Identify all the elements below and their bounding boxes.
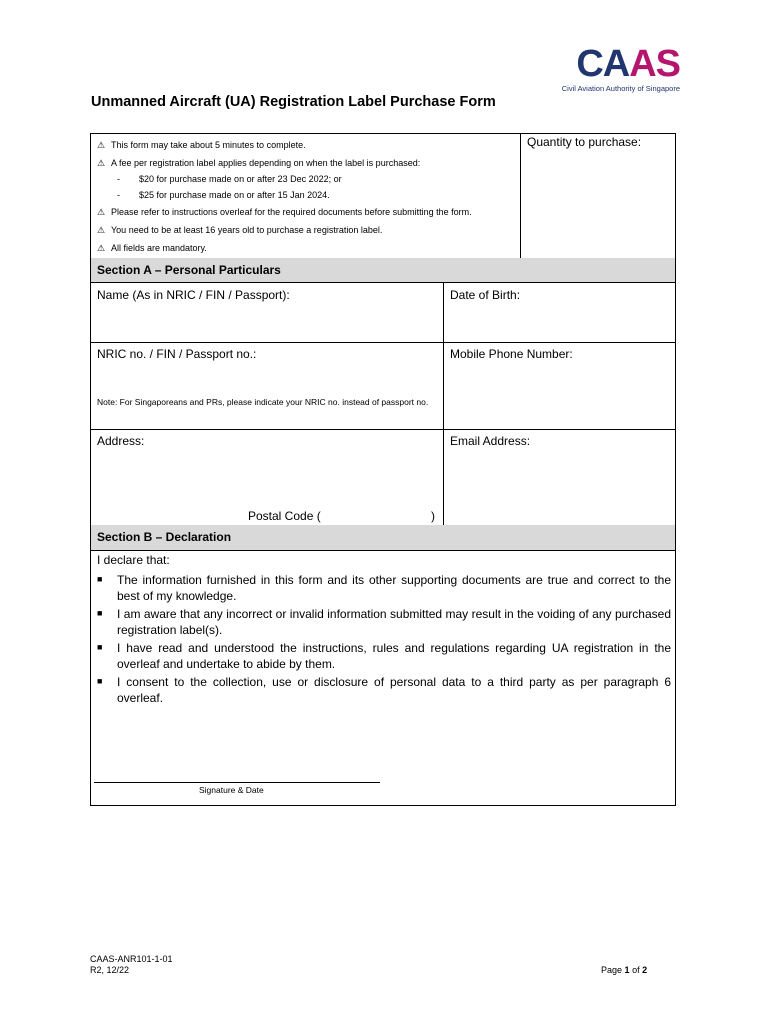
purchase-form xyxy=(90,133,676,806)
declaration-intro: I declare that: xyxy=(97,553,170,567)
declaration-item-2-text: I am aware that any incorrect or invalid information submitted may result in the voiding of any purchased registration label(s). xyxy=(117,607,671,637)
fee-2-text: $25 for purchase made on or after 15 Jan 2024. xyxy=(139,190,330,200)
notice-3-text: Please refer to instructions overleaf for the required documents before submitting the form. xyxy=(111,207,472,217)
nric-note: Note: For Singaporeans and PRs, please indicate your NRIC no. instead of passport no. xyxy=(97,397,429,407)
fee-2 xyxy=(117,190,330,200)
notice-2 xyxy=(97,158,420,169)
fee-1 xyxy=(117,174,342,184)
postal-code-close: ) xyxy=(431,509,435,523)
notice-1 xyxy=(97,140,306,151)
declaration-item-1-text: The information furnished in this form and its other supporting documents are true and correct to the best of my knowledge. xyxy=(117,573,671,603)
logo-part-1: CA xyxy=(576,43,630,85)
notice-5-text: All fields are mandatory. xyxy=(111,243,207,253)
dob-field[interactable] xyxy=(444,283,675,342)
page-prefix: Page xyxy=(601,965,623,975)
notices-box xyxy=(91,134,520,258)
dash: - xyxy=(117,190,120,200)
form-title: Unmanned Aircraft (UA) Registration Label Purchase Form xyxy=(91,94,496,110)
address-label: Address: xyxy=(97,434,145,448)
declaration-item-4-text: I consent to the collection, use or disclosure of personal data to a third party as per paragraph 6 overleaf. xyxy=(117,675,671,705)
nric-label: NRIC no. / FIN / Passport no.: xyxy=(97,347,257,361)
mobile-label: Mobile Phone Number: xyxy=(450,347,573,361)
dash: - xyxy=(117,174,120,184)
declaration-item-3-text: I have read and understood the instructions, rules and regulations regarding UA registration in the overleaf and undertake to abide by them. xyxy=(117,641,671,671)
declaration-item-3 xyxy=(97,641,671,672)
mobile-field[interactable] xyxy=(444,343,675,429)
bullet-icon: ■ xyxy=(97,574,103,584)
form-code xyxy=(90,954,173,976)
divider xyxy=(91,550,675,551)
bullet-icon: ■ xyxy=(97,642,103,652)
quantity-label: Quantity to purchase: xyxy=(527,135,642,149)
postal-code-label: Postal Code ( xyxy=(248,509,321,523)
declaration-item-1 xyxy=(97,573,671,604)
address-field[interactable] xyxy=(91,430,443,525)
notice-4-text: You need to be at least 16 years old to purchase a registration label. xyxy=(111,225,383,235)
caas-logo-wordmark xyxy=(560,44,680,84)
declaration-item-2 xyxy=(97,607,671,638)
warning-icon: ⚠ xyxy=(97,225,106,235)
signature-label: Signature & Date xyxy=(199,785,264,795)
form-code-line-1: CAAS-ANR101-1-01 xyxy=(90,954,173,964)
section-a-heading: Section A – Personal Particulars xyxy=(91,258,675,282)
notice-2-text: A fee per registration label applies depending on when the label is purchased: xyxy=(111,158,421,168)
bullet-icon: ■ xyxy=(97,676,103,686)
email-field[interactable] xyxy=(444,430,675,525)
notice-5 xyxy=(97,243,207,254)
email-label: Email Address: xyxy=(450,434,531,448)
caas-logo xyxy=(560,44,680,96)
warning-icon: ⚠ xyxy=(97,207,106,217)
signature-line[interactable] xyxy=(94,782,380,783)
name-field[interactable] xyxy=(91,283,443,342)
quantity-field[interactable] xyxy=(521,134,675,258)
warning-icon: ⚠ xyxy=(97,158,106,168)
warning-icon: ⚠ xyxy=(97,140,106,150)
logo-part-2: AS xyxy=(629,43,680,85)
notice-3 xyxy=(97,207,472,218)
bullet-icon: ■ xyxy=(97,608,103,618)
page-number xyxy=(601,965,647,975)
logo-subtitle: Civil Aviation Authority of Singapore xyxy=(561,84,680,93)
dob-label: Date of Birth: xyxy=(450,288,521,302)
name-label: Name (As in NRIC / FIN / Passport): xyxy=(97,288,290,302)
fee-1-text: $20 for purchase made on or after 23 Dec 2022; or xyxy=(139,174,342,184)
notice-4 xyxy=(97,225,382,236)
warning-icon: ⚠ xyxy=(97,243,106,253)
section-b-heading: Section B – Declaration xyxy=(91,525,675,550)
page-current: 1 xyxy=(624,965,630,975)
form-code-line-2: R2, 12/22 xyxy=(90,965,130,975)
nric-field[interactable] xyxy=(91,343,443,429)
page-of: of xyxy=(632,965,640,975)
notice-1-text: This form may take about 5 minutes to complete. xyxy=(111,140,306,150)
declaration-item-4 xyxy=(97,675,671,706)
page-total: 2 xyxy=(642,965,648,975)
